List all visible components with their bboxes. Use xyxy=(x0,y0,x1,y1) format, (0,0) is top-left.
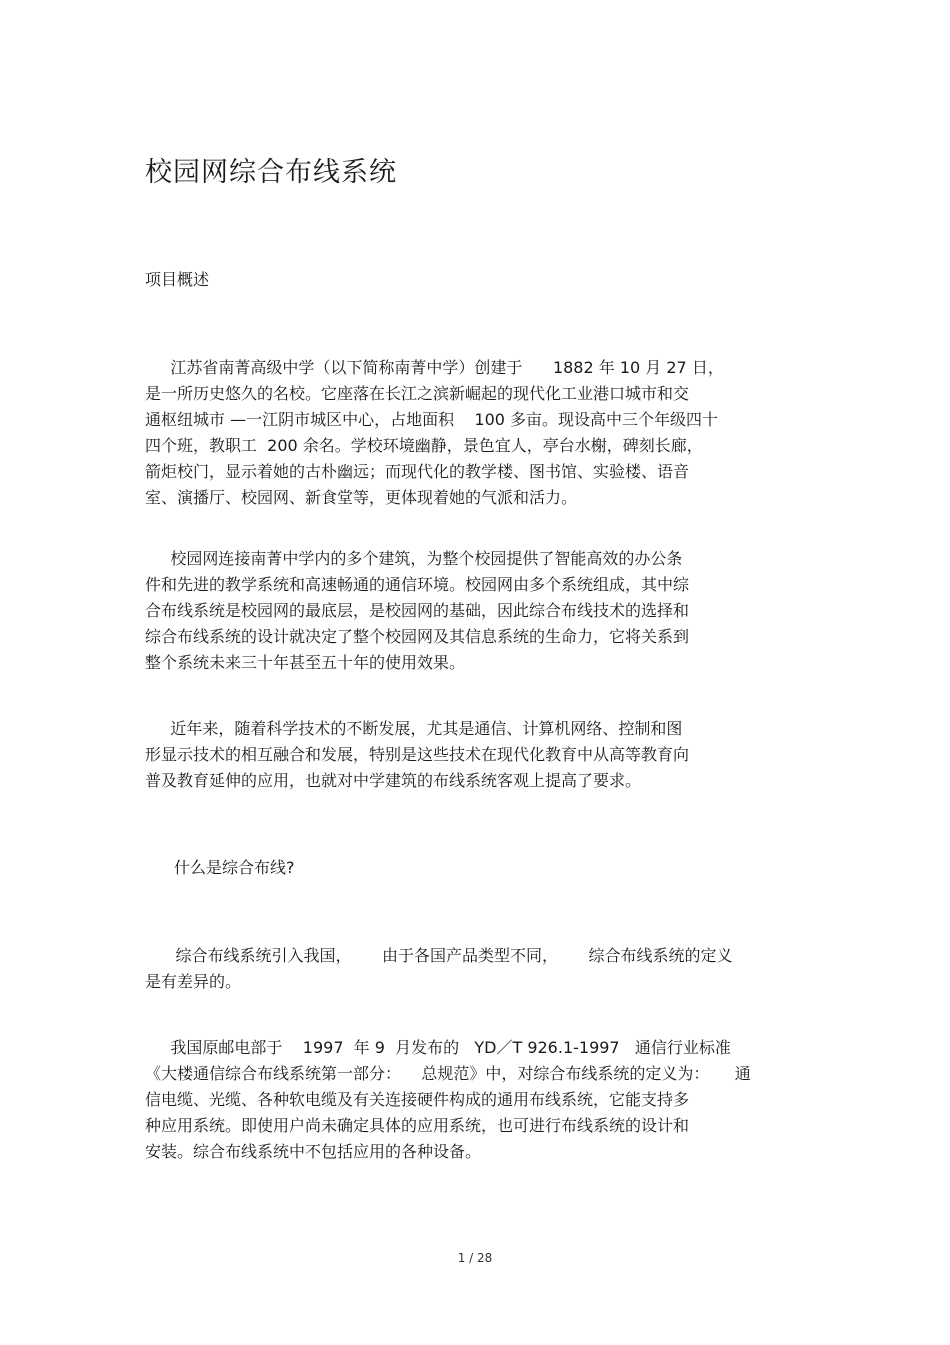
question-heading: 什么是综合布线? xyxy=(174,858,295,877)
paragraph-line: 四个班，教职工 200 余名。学校环境幽静，景色宜人，亭台水榭，碑刻长廊， xyxy=(145,436,703,455)
paragraph-line: 整个系统未来三十年甚至五十年的使用效果。 xyxy=(145,653,466,672)
paragraph-line: 形显示技术的相互融合和发展，特别是这些技术在现代化教育中从高等教育向 xyxy=(145,745,690,764)
paragraph-line: 信电缆、光缆、各种软电缆及有关连接硬件构成的通用布线系统，它能支持多 xyxy=(145,1090,690,1109)
paragraph-line: 江苏省南菁高级中学（以下简称南菁中学）创建于 1882 年 10 月 27 日， xyxy=(145,358,724,377)
paragraph-line: 我国原邮电部于 1997 年 9 月发布的 YD／T 926.1-1997 通信行业标准 xyxy=(145,1038,731,1057)
paragraph-5 xyxy=(145,1035,805,1165)
paragraph-1 xyxy=(145,355,805,511)
paragraph-line: 《大楼通信综合布线系统第一部分： 总规范》中，对综合布线系统的定义为： 通 xyxy=(145,1064,751,1083)
document-title: 校园网综合布线系统 xyxy=(145,157,397,188)
page-number: 1 / 28 xyxy=(457,1251,493,1265)
paragraph-line: 近年来，随着科学技术的不断发展，尤其是通信、计算机网络、控制和图 xyxy=(145,719,683,738)
paragraph-line: 普及教育延伸的应用，也就对中学建筑的布线系统客观上提高了要求。 xyxy=(145,771,642,790)
paragraph-line: 室、演播厅、校园网、新食堂等，更体现着她的气派和活力。 xyxy=(145,488,578,507)
paragraph-4 xyxy=(145,943,805,995)
paragraph-2 xyxy=(145,546,805,676)
paragraph-line: 综合布线系统的设计就决定了整个校园网及其信息系统的生命力，它将关系到 xyxy=(145,627,690,646)
paragraph-line: 箭炬校门，显示着她的古朴幽远；而现代化的教学楼、图书馆、实验楼、语音 xyxy=(145,462,690,481)
paragraph-line: 校园网连接南菁中学内的多个建筑，为整个校园提供了智能高效的办公条 xyxy=(145,549,683,568)
paragraph-line: 种应用系统。即使用户尚未确定具体的应用系统，也可进行布线系统的设计和 xyxy=(145,1116,690,1135)
paragraph-line: 综合布线系统引入我国， 由于各国产品类型不同， 综合布线系统的定义 xyxy=(145,946,733,965)
paragraph-line: 安装。综合布线系统中不包括应用的各种设备。 xyxy=(145,1142,482,1161)
section-heading: 项目概述 xyxy=(145,270,210,289)
paragraph-line: 是一所历史悠久的名校。它座落在长江之滨新崛起的现代化工业港口城市和交 xyxy=(145,384,690,403)
paragraph-line: 是有差异的。 xyxy=(145,972,242,991)
paragraph-line: 合布线系统是校园网的最底层，是校园网的基础，因此综合布线技术的选择和 xyxy=(145,601,690,620)
paragraph-line: 通枢纽城市 —一江阴市城区中心，占地面积 100 多亩。现设高中三个年级四十 xyxy=(145,410,719,429)
paragraph-line: 件和先进的教学系统和高速畅通的通信环境。校园网由多个系统组成，其中综 xyxy=(145,575,690,594)
paragraph-3 xyxy=(145,716,805,794)
